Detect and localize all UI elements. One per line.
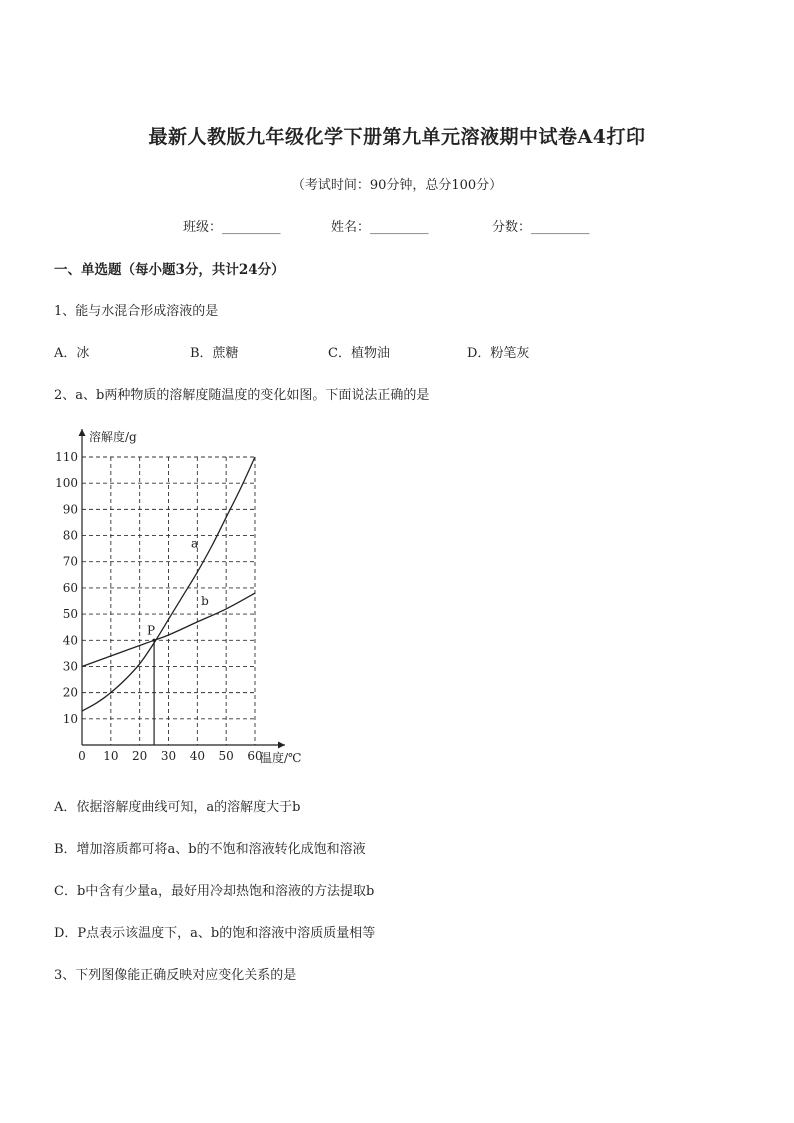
q2-option-b: B．增加溶质都可将a、b的不饱和溶液转化成饱和溶液 — [54, 842, 366, 857]
question-3-stem: 3、下列图像能正确反映对应变化关系的是 — [54, 968, 297, 983]
y-tick-label-10: 10 — [62, 711, 78, 726]
y-tick-label-40: 40 — [62, 633, 78, 648]
point-P-marker — [152, 639, 155, 642]
page-title: 最新人教版九年级化学下册第九单元溶液期中试卷A4打印 — [148, 126, 646, 148]
x-tick-label-50: 50 — [218, 749, 234, 763]
name-field[interactable]: 姓名：_________ — [331, 220, 429, 235]
point-P-label: P — [147, 623, 156, 638]
x-tick-label-60: 60 — [247, 749, 263, 763]
q1-option-c: C．植物油 — [328, 346, 390, 361]
q2-option-c: C．b中含有少量a，最好用冷却热饱和溶液的方法提取b — [54, 884, 375, 899]
score-field[interactable]: 分数：_________ — [492, 220, 590, 235]
x-axis-label: 温度/℃ — [260, 751, 302, 765]
y-tick-label-30: 30 — [62, 659, 78, 674]
chart-grid — [82, 457, 255, 745]
q1-option-d: D．粉笔灰 — [467, 346, 530, 361]
x-tick-label-20: 20 — [132, 749, 148, 763]
q1-option-b: B．蔗糖 — [190, 346, 239, 361]
q1-option-a: A．冰 — [54, 346, 90, 361]
x-tick-label-40: 40 — [189, 749, 205, 763]
chart-labels — [55, 429, 301, 765]
y-tick-label-80: 80 — [62, 528, 78, 543]
solubility-chart — [50, 420, 340, 770]
y-tick-label-70: 70 — [62, 554, 78, 569]
y-tick-label-20: 20 — [62, 685, 78, 700]
class-field[interactable]: 班级：_________ — [183, 220, 281, 235]
y-tick-label-60: 60 — [62, 580, 78, 595]
x-axis-arrow — [278, 742, 285, 749]
y-tick-label-110: 110 — [55, 450, 78, 464]
question-1-stem: 1、能与水混合形成溶液的是 — [54, 304, 219, 319]
x-tick-label-10: 10 — [103, 749, 119, 763]
q2-option-d: D．P点表示该温度下，a、b的饱和溶液中溶质质量相等 — [54, 926, 376, 941]
x-tick-label-0: 0 — [78, 749, 86, 763]
section-title: 一、单选题（每小题3分，共计24分） — [54, 262, 285, 278]
y-tick-label-50: 50 — [62, 607, 78, 622]
y-tick-label-90: 90 — [62, 502, 78, 517]
chart-axes — [79, 429, 286, 749]
y-axis-arrow — [79, 429, 86, 436]
exam-info: （考试时间：90分钟，总分100分） — [291, 178, 503, 193]
question-2-stem: 2、a、b两种物质的溶解度随温度的变化如图。下面说法正确的是 — [54, 388, 430, 403]
y-tick-label-100: 100 — [55, 476, 78, 491]
y-axis-label: 溶解度/g — [89, 430, 137, 444]
x-tick-label-30: 30 — [160, 749, 177, 763]
series-a-label: a — [190, 536, 199, 551]
series-b-label: b — [201, 594, 209, 609]
q2-option-a: A．依据溶解度曲线可知，a的溶解度大于b — [54, 800, 301, 815]
